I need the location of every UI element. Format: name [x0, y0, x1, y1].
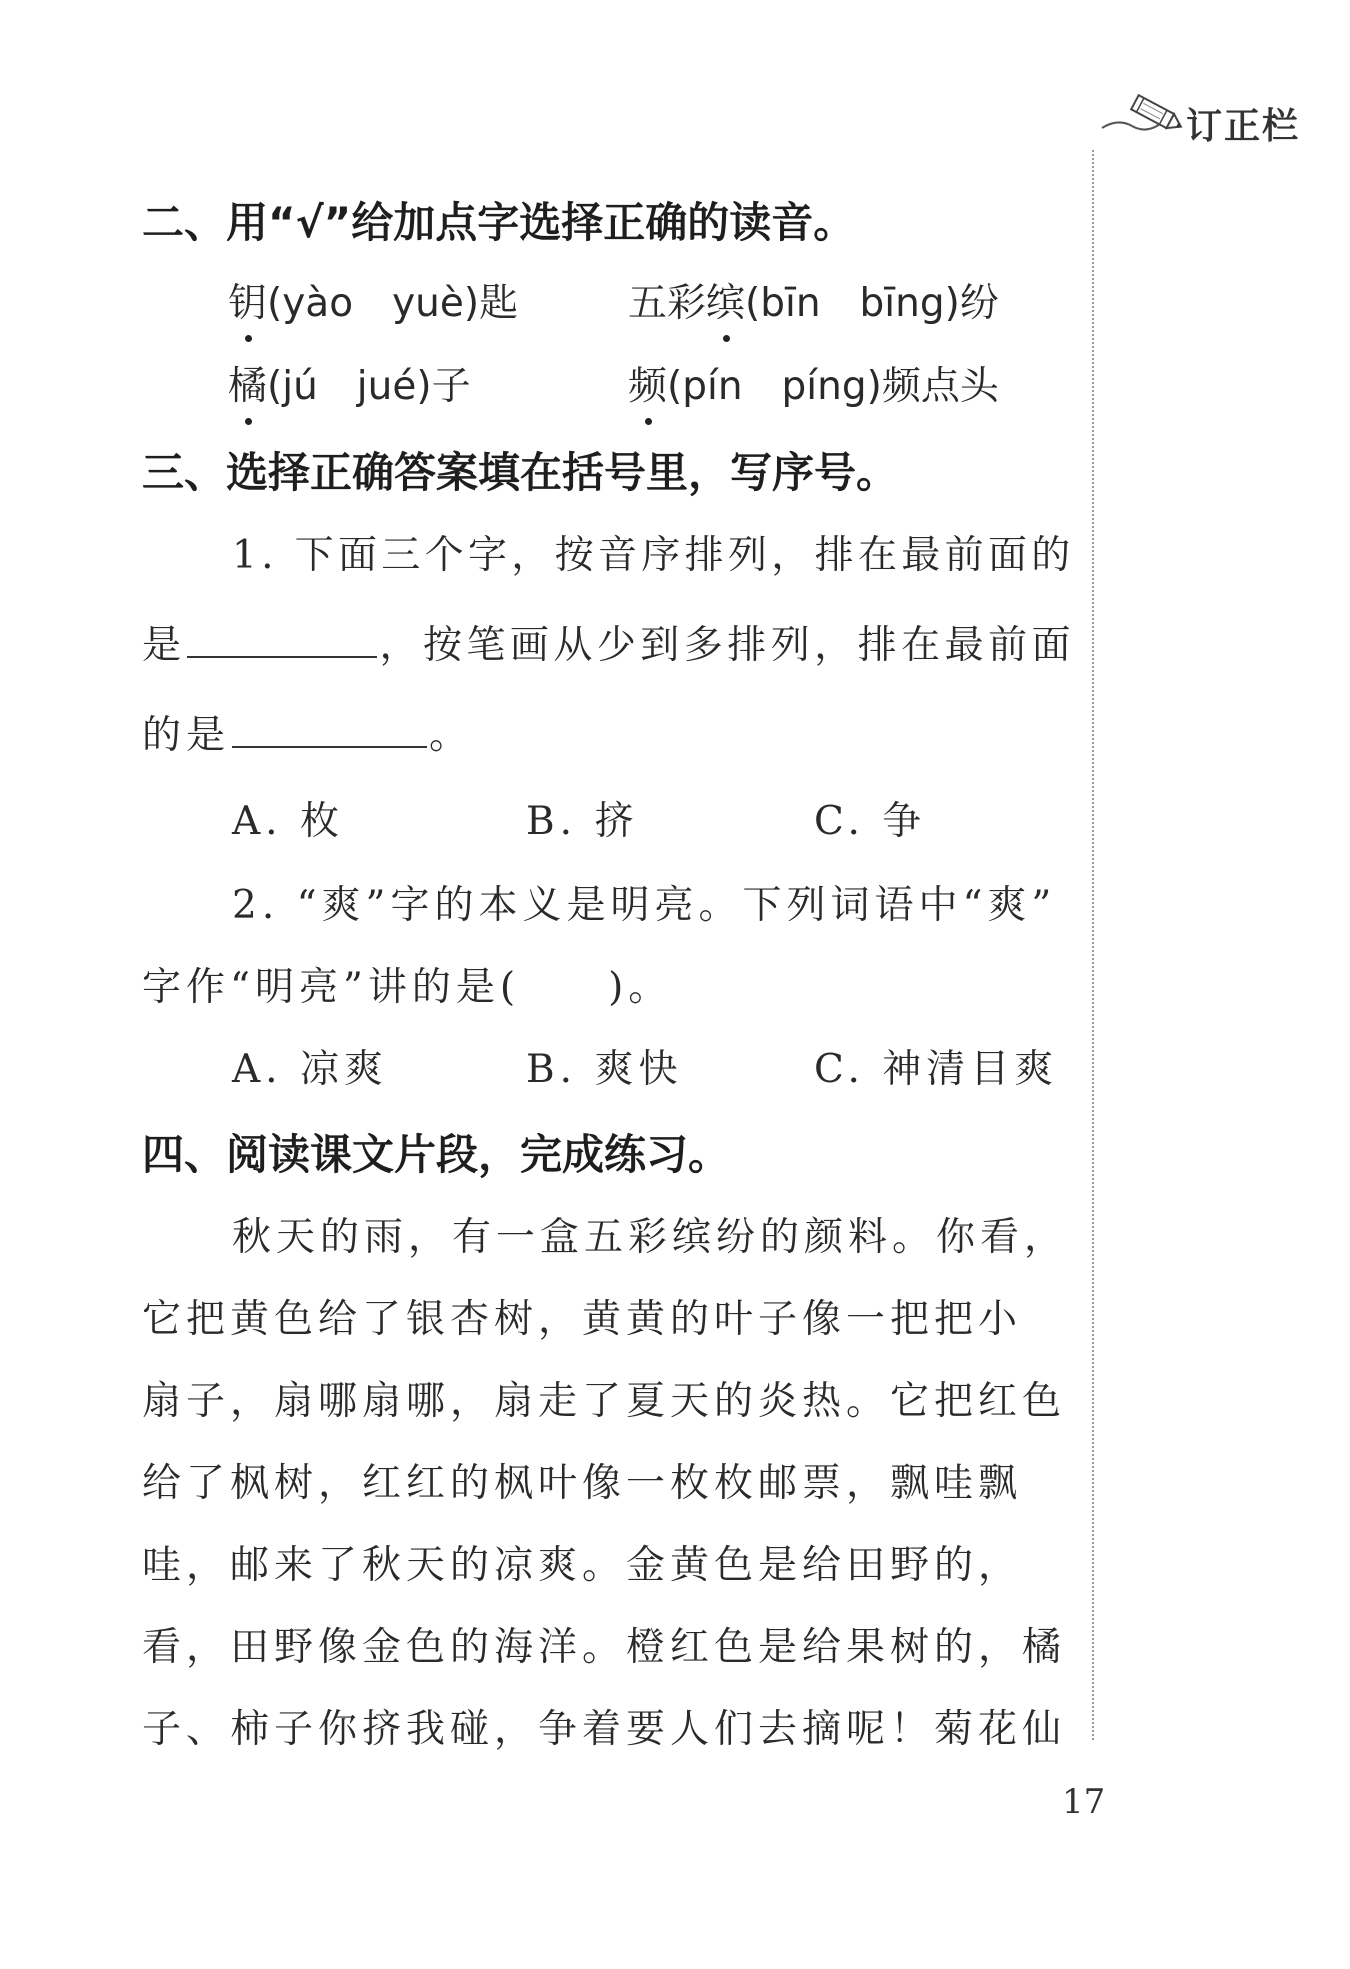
pinyin-item-yaoshi	[228, 272, 518, 328]
q1-line-3-end: 。	[429, 713, 474, 758]
q2-line-2: 字作“明亮”讲的是( )。	[142, 965, 673, 1010]
item-suffix: 子	[431, 364, 471, 409]
pinyin-options[interactable]: (yào yuè)	[267, 281, 480, 326]
page-number: 17	[1062, 1782, 1106, 1822]
q1-line-2-end: ，按笔画从少到多排列，排在最前面	[379, 623, 1076, 668]
pinyin-item-pinpin	[628, 355, 999, 411]
q1-line-2	[142, 614, 1075, 670]
section4-heading: 四、阅读课文片段，完成练习。	[142, 1130, 731, 1179]
pinyin-item-binfen	[628, 272, 999, 328]
pencil-icon	[1098, 88, 1194, 144]
dotted-character: 频	[628, 355, 667, 411]
q1-line-1: 1. 下面三个字，按音序排列，排在最前面的	[232, 533, 1075, 578]
answer-blank-2[interactable]	[232, 745, 427, 748]
answer-blank-1[interactable]	[187, 655, 377, 658]
q1-line-3-start: 的是	[142, 713, 231, 758]
q2-line-1: 2. “爽”字的本义是明亮。下列词语中“爽”	[232, 883, 1057, 928]
section3-heading: 三、选择正确答案填在括号里，写序号。	[142, 448, 899, 497]
dotted-character: 钥	[228, 272, 267, 328]
correction-column-header	[1098, 88, 1330, 148]
pinyin-item-juzi	[228, 355, 471, 411]
q1-option-a[interactable]: A. 枚	[232, 799, 344, 844]
passage-line: 它把黄色给了银杏树，黄黄的叶子像一把把小	[142, 1297, 1023, 1342]
dotted-character: 橘	[228, 355, 267, 411]
q1-line-3	[142, 704, 473, 760]
passage-line: 看，田野像金色的海洋。橙红色是给果树的，橘	[142, 1625, 1067, 1670]
correction-column-divider	[1092, 150, 1094, 1740]
q1-option-c[interactable]: C. 争	[814, 799, 927, 844]
passage-line: 给了枫树，红红的枫叶像一枚枚邮票，飘哇飘	[142, 1461, 1023, 1506]
q2-option-a[interactable]: A. 凉爽	[232, 1047, 388, 1092]
q2-option-c[interactable]: C. 神清目爽	[814, 1047, 1059, 1092]
q1-line-2-start: 是	[142, 623, 186, 668]
pinyin-options[interactable]: (jú jué)	[267, 364, 432, 409]
passage-line: 扇子，扇哪扇哪，扇走了夏天的炎热。它把红色	[142, 1379, 1067, 1424]
item-suffix: 匙	[479, 281, 519, 326]
q2-option-b[interactable]: B. 爽快	[526, 1047, 683, 1092]
correction-column-title: 订正栏	[1186, 106, 1301, 147]
dotted-character: 缤	[706, 272, 745, 328]
item-prefix: 五彩	[628, 281, 707, 326]
passage-line: 子、柿子你挤我碰，争着要人们去摘呢！菊花仙	[142, 1707, 1067, 1752]
q1-option-b[interactable]: B. 挤	[526, 799, 639, 844]
pinyin-options[interactable]: (bīn bīng)	[745, 281, 960, 326]
item-suffix: 频点头	[881, 364, 999, 409]
item-suffix: 纷	[959, 281, 999, 326]
passage-line: 哇，邮来了秋天的凉爽。金黄色是给田野的，	[142, 1543, 1023, 1588]
section2-heading: 二、用“√”给加点字选择正确的读音。	[142, 198, 856, 247]
passage-line: 秋天的雨，有一盒五彩缤纷的颜料。你看，	[232, 1215, 1069, 1260]
pinyin-options[interactable]: (pín píng)	[667, 364, 882, 409]
